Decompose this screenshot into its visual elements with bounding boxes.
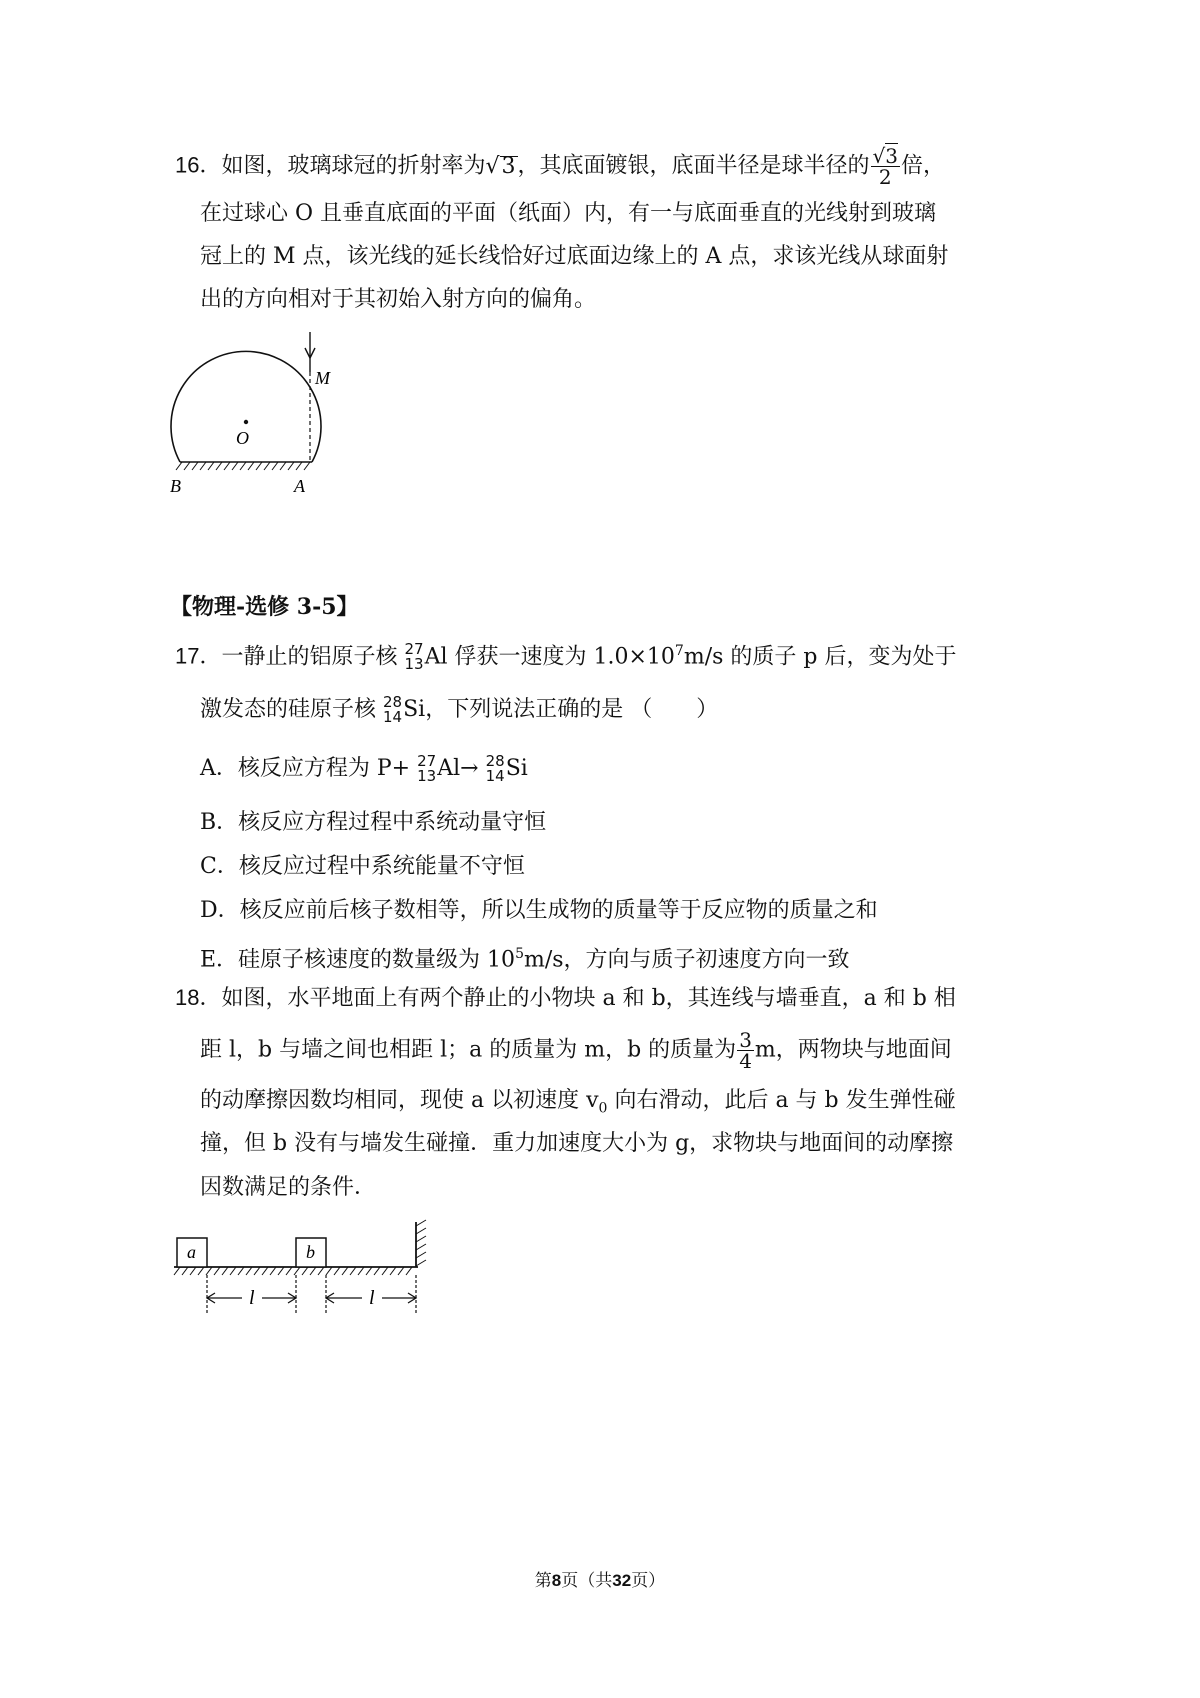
q18-text-3b: 向右滑动，此后 a 与 b 发生弹性碰 bbox=[607, 1088, 956, 1113]
al-atomic: 13 bbox=[404, 655, 424, 674]
hatching bbox=[176, 462, 310, 470]
ground-hatching bbox=[174, 1267, 412, 1275]
nuclide-al bbox=[404, 642, 423, 672]
blocks-wall-figure bbox=[170, 1222, 450, 1322]
option-e bbox=[200, 939, 850, 975]
q18-line-5: 因数满足的条件． bbox=[200, 1175, 377, 1200]
option-a bbox=[200, 754, 528, 784]
q18-number: 18． bbox=[175, 985, 222, 1010]
fraction-3-over-4 bbox=[737, 1030, 754, 1071]
al-symbol: Al bbox=[424, 644, 448, 670]
opt-si-mass: 28 bbox=[485, 752, 505, 770]
block-a-label: a bbox=[187, 1242, 196, 1262]
q16-line-3: 冠上的 M 点，该光线的延长线恰好过底面边缘上的 A 点，求该光线从球面射 bbox=[200, 244, 949, 269]
wall-hatching bbox=[416, 1220, 426, 1266]
q17-text-1b: 俘获一速度为 1.0×10 bbox=[447, 644, 675, 670]
q16-line-4: 出的方向相对于其初始入射方向的偏角。 bbox=[200, 287, 597, 312]
frac-num: 3 bbox=[885, 144, 899, 168]
glass-cap-figure bbox=[160, 330, 360, 510]
q16-text-1b: ，其底面镀银，底面半径是球半径的 bbox=[517, 153, 870, 179]
opt-al-atomic: 13 bbox=[417, 767, 437, 785]
center-point bbox=[244, 420, 248, 424]
total-pages: 32 bbox=[612, 1571, 632, 1590]
option-c: C．核反应过程中系统能量不守恒 bbox=[200, 854, 525, 879]
q17-line-1 bbox=[175, 636, 956, 672]
si-symbol: Si bbox=[403, 697, 426, 722]
q17-text-1a: 一静止的铝原子核 bbox=[221, 644, 405, 670]
option-a-si bbox=[486, 754, 505, 784]
option-a-al bbox=[417, 754, 436, 784]
q18-text-1: 如图，水平地面上有两个静止的小物块 a 和 b，其连线与墙垂直，a 和 b 相 bbox=[221, 986, 956, 1011]
option-d: D．核反应前后核子数相等，所以生成物的质量等于反应物的质量之和 bbox=[200, 898, 878, 923]
frac-3: 3 bbox=[739, 1028, 752, 1052]
distance-label-1: l bbox=[249, 1287, 255, 1309]
option-b: B．核反应方程过程中系统动量守恒 bbox=[200, 810, 547, 835]
label-M: M bbox=[315, 368, 330, 388]
q18-text-2b: m，两物块与地面间 bbox=[754, 1037, 952, 1063]
opt-al-mass: 27 bbox=[417, 752, 437, 770]
q18-text-2a: 距 l，b 与墙之间也相距 l；a 的质量为 m，b 的质量为 bbox=[200, 1037, 737, 1063]
q18-line-3 bbox=[200, 1086, 956, 1123]
q16-text-1a: 如图，玻璃球冠的折射率为 bbox=[221, 153, 486, 179]
q16-line-1 bbox=[175, 146, 945, 187]
frac-den: 2 bbox=[878, 165, 892, 189]
exp-5: 5 bbox=[515, 946, 524, 962]
q18-line-2 bbox=[200, 1030, 952, 1071]
page-number: 8 bbox=[551, 1571, 562, 1590]
label-A: A bbox=[294, 476, 305, 496]
si-atomic: 14 bbox=[383, 708, 403, 726]
q17-number: 17． bbox=[175, 643, 222, 669]
q16-text-1c: 倍， bbox=[901, 153, 946, 179]
frac-4: 4 bbox=[739, 1049, 752, 1073]
dimension-arrows bbox=[207, 1293, 416, 1303]
q17-text-2b: ，下列说法正确的是 （ ） bbox=[425, 697, 719, 722]
label-B: B bbox=[170, 476, 181, 496]
q16-line-2: 在过球心 O 且垂直底面的平面（纸面）内，有一与底面垂直的光线射到玻璃 bbox=[200, 201, 937, 226]
dimension-ticks bbox=[207, 1275, 416, 1314]
nuclide-si bbox=[383, 695, 402, 725]
option-a-text: A．核反应方程为 P+ bbox=[200, 756, 418, 781]
opt-al-symbol: Al bbox=[437, 756, 461, 781]
distance-label-2: l bbox=[369, 1287, 375, 1309]
option-e-text-post: m/s，方向与质子初速度方向一致 bbox=[523, 947, 850, 973]
sqrt-3: √3 bbox=[485, 153, 516, 179]
footer-mid: 页（共 bbox=[561, 1571, 613, 1591]
section-heading: 【物理-选修 3-5】 bbox=[170, 594, 359, 620]
q18-line-4: 撞，但 b 没有与墙发生碰撞．重力加速度大小为 g，求物块与地面间的动摩擦 bbox=[200, 1131, 954, 1156]
q18-line-1 bbox=[175, 983, 956, 1014]
q17-text-1c: m/s 的质子 p 后，变为处于 bbox=[683, 644, 957, 670]
sqrt-radicand: 3 bbox=[501, 153, 516, 179]
arrow: → bbox=[460, 756, 486, 781]
footer-post: 页） bbox=[631, 1571, 666, 1591]
q16-number: 16． bbox=[175, 152, 222, 178]
q17-text-2a: 激发态的硅原子核 bbox=[200, 697, 383, 722]
option-e-text-pre: E．硅原子核速度的数量级为 10 bbox=[200, 947, 516, 973]
q17-line-2 bbox=[200, 695, 718, 725]
page-footer bbox=[0, 1566, 1200, 1591]
subscript-0: 0 bbox=[598, 1100, 608, 1117]
opt-si-atomic: 14 bbox=[485, 767, 505, 785]
opt-si-symbol: Si bbox=[505, 756, 528, 781]
al-mass: 27 bbox=[404, 640, 424, 659]
si-mass: 28 bbox=[383, 693, 403, 711]
q18-text-3a: 的动摩擦因数均相同，现使 a 以初速度 v bbox=[200, 1088, 599, 1113]
block-b-label: b bbox=[306, 1242, 315, 1262]
exp-7: 7 bbox=[674, 643, 684, 659]
fraction-sqrt3-over-2: $\frac{√3}{2}$ bbox=[872, 144, 899, 189]
footer-pre: 第 bbox=[534, 1571, 552, 1591]
label-O: O bbox=[236, 428, 249, 448]
